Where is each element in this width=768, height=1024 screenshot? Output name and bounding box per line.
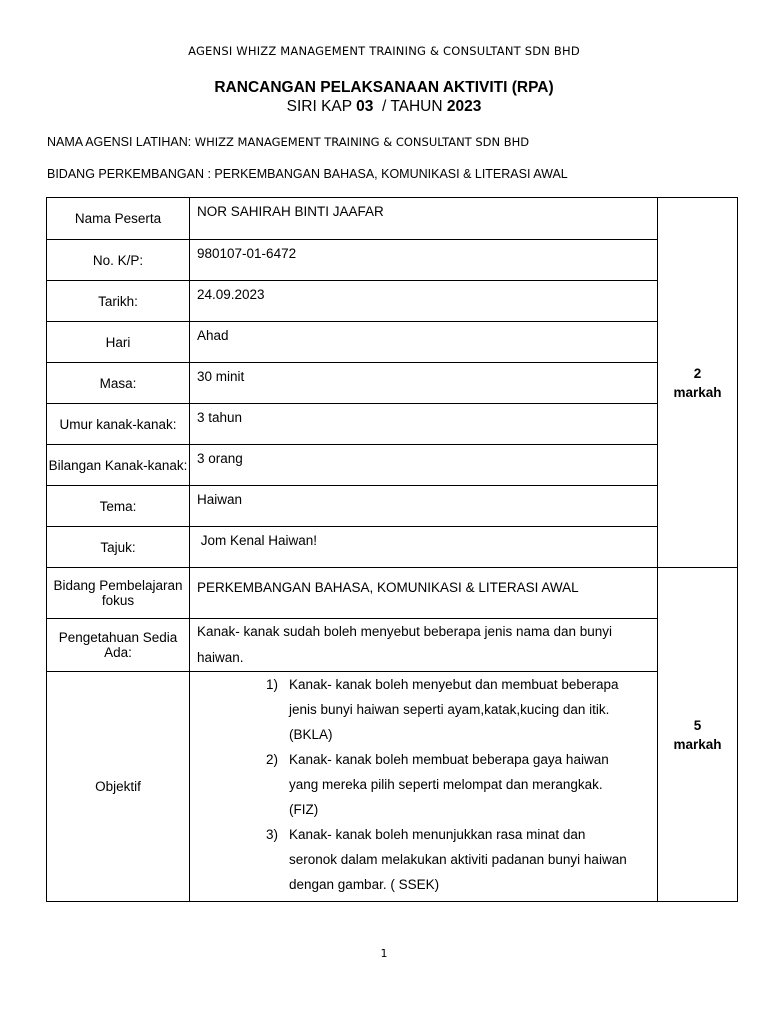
table-row [47, 527, 738, 568]
row-label: No. K/P: [47, 240, 190, 281]
objective-number: 3) [266, 827, 279, 842]
marks-cell-1 [658, 198, 738, 568]
rpa-table [46, 197, 738, 902]
row-label: Umur kanak-kanak: [47, 404, 190, 445]
row-label: Tajuk: [47, 527, 190, 568]
row-value: Haiwan [190, 486, 658, 527]
row-value: Ahad [190, 322, 658, 363]
subtitle-prefix: SIRI KAP [286, 98, 357, 115]
objective-number: 1) [266, 677, 279, 692]
objective-text: Kanak- kanak boleh menyebut dan membuat beberapa jenis bunyi haiwan seperti ayam,katak,kucing dan itik. (BKLA) [289, 677, 619, 742]
objectives-list [190, 672, 657, 897]
row-value: 3 orang [190, 445, 658, 486]
objective-text: Kanak- kanak boleh menunjukkan rasa minat dan seronok dalam melakukan aktiviti padanan bunyi haiwan dengan gambar. ( SSEK) [289, 827, 627, 892]
agency-header: AGENSI WHIZZ MANAGEMENT TRAINING & CONSULTANT SDN BHD [188, 44, 580, 58]
row-value: 980107-01-6472 [190, 240, 658, 281]
table-row [47, 672, 738, 902]
bidang-label: Bidang Pembelajaran fokus [47, 568, 190, 619]
pengetahuan-label: Pengetahuan Sedia Ada: [47, 619, 190, 672]
series-number: 03 [356, 98, 374, 115]
row-value: Jom Kenal Haiwan! [190, 527, 658, 568]
marks-number: 5 [693, 717, 702, 733]
table-row [47, 568, 738, 619]
development-field-line: BIDANG PERKEMBANGAN : PERKEMBANGAN BAHASA, KOMUNIKASI & LITERASI AWAL [47, 167, 568, 181]
table-row [47, 486, 738, 527]
row-value: 30 minit [190, 363, 658, 404]
objective-number: 2) [266, 752, 279, 767]
row-label: Tema: [47, 486, 190, 527]
table-row [47, 240, 738, 281]
pengetahuan-value: Kanak- kanak sudah boleh menyebut beberapa jenis nama dan bunyi haiwan. [190, 619, 658, 672]
year: 2023 [446, 98, 482, 115]
table-row [47, 198, 738, 240]
objectives-cell [190, 672, 658, 902]
table-row [47, 322, 738, 363]
table-row [47, 404, 738, 445]
marks-cell-2 [658, 568, 738, 902]
table-row [47, 619, 738, 672]
list-item [190, 747, 657, 822]
agency-name-label: NAMA AGENSI LATIHAN: [47, 135, 195, 149]
row-label: Tarikh: [47, 281, 190, 322]
agency-name-value: WHIZZ MANAGEMENT TRAINING & CONSULTANT SDN BHD [194, 135, 530, 149]
page-number: 1 [380, 947, 388, 960]
table-row [47, 445, 738, 486]
marks-word: markah [673, 736, 722, 752]
row-value: 3 tahun [190, 404, 658, 445]
agency-name-line [47, 135, 529, 149]
document-subtitle [0, 98, 768, 116]
marks-word: markah [673, 384, 722, 400]
bidang-value: PERKEMBANGAN BAHASA, KOMUNIKASI & LITERASI AWAL [190, 568, 658, 619]
objective-text: Kanak- kanak boleh membuat beberapa gaya haiwan yang mereka pilih seperti melompat dan merangkak. (FIZ) [289, 752, 609, 817]
table-row [47, 363, 738, 404]
row-label: Masa: [47, 363, 190, 404]
row-value: 24.09.2023 [190, 281, 658, 322]
objektif-label: Objektif [47, 672, 190, 902]
list-item [190, 672, 657, 747]
row-label: Hari [47, 322, 190, 363]
document-title: RANCANGAN PELAKSANAAN AKTIVITI (RPA) [214, 79, 554, 96]
subtitle-mid: / TAHUN [373, 98, 447, 115]
row-value: NOR SAHIRAH BINTI JAAFAR [190, 198, 658, 240]
row-label: Bilangan Kanak-kanak: [47, 445, 190, 486]
marks-number: 2 [693, 365, 702, 381]
table-row [47, 281, 738, 322]
list-item [190, 822, 657, 897]
row-label: Nama Peserta [47, 198, 190, 240]
